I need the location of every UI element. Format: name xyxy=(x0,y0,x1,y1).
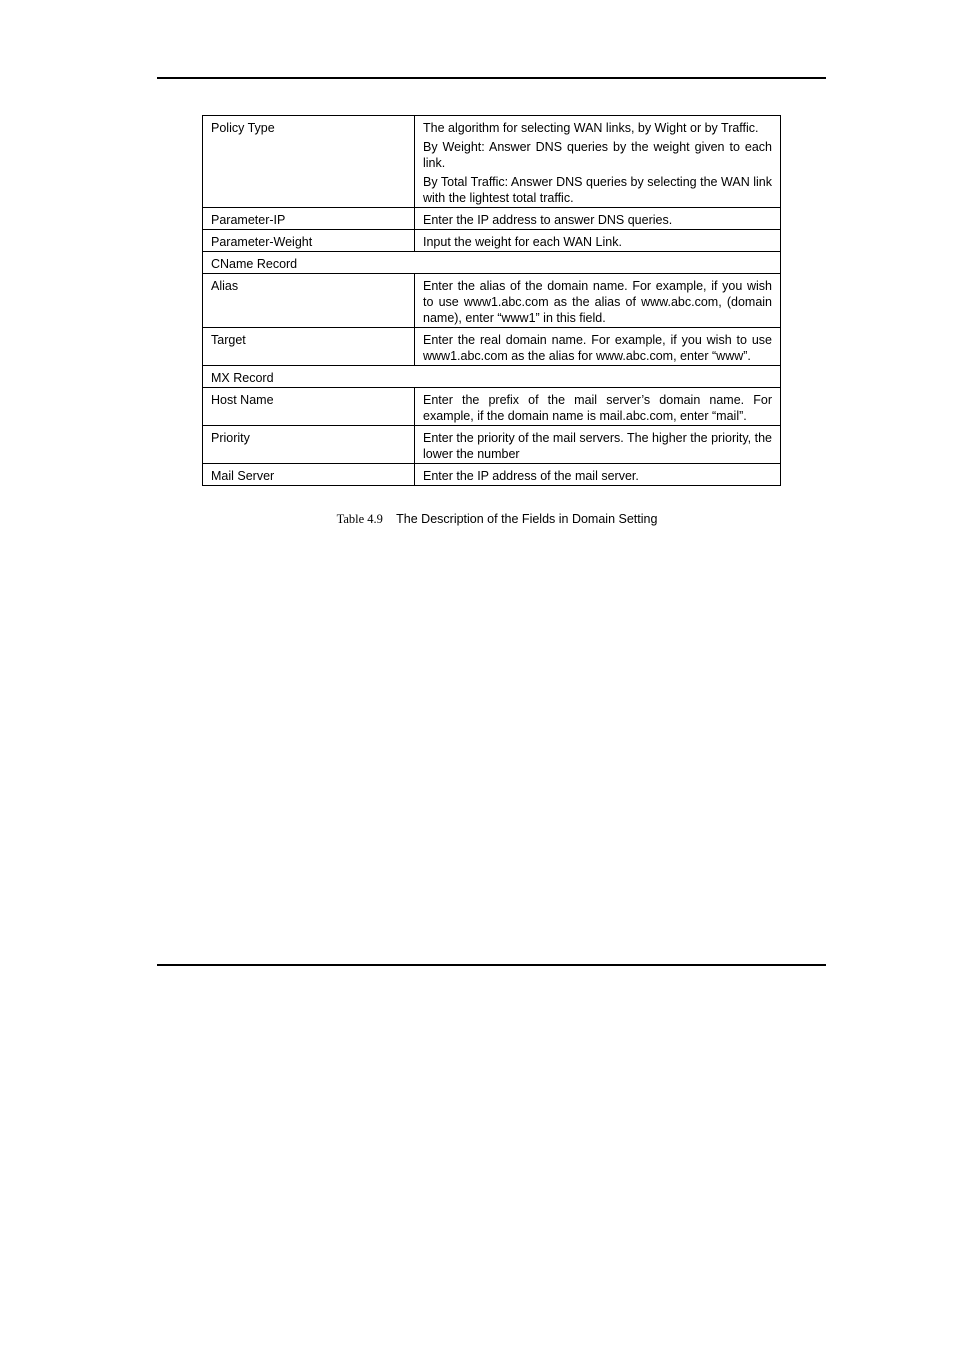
table-caption-text: The Description of the Fields in Domain Setting xyxy=(396,512,658,526)
field-description-cell xyxy=(415,328,781,366)
field-name-cell: Parameter-IP xyxy=(203,208,415,230)
field-name-cell: Alias xyxy=(203,274,415,328)
description-paragraph: The algorithm for selecting WAN links, by Wight or by Traffic. xyxy=(423,121,759,135)
footer-rule xyxy=(157,964,826,966)
section-row xyxy=(203,366,781,388)
field-description-cell xyxy=(415,464,781,486)
table-caption xyxy=(0,510,954,528)
field-name-cell: Mail Server xyxy=(203,464,415,486)
field-name-cell: Target xyxy=(203,328,415,366)
description-paragraph: Enter the IP address to answer DNS queries. xyxy=(423,213,673,227)
header-rule xyxy=(157,77,826,79)
description-paragraph: Enter the alias of the domain name. For example, if you wish to use www1.abc.com as the alias of www.abc.com, (domain name), enter “www1” in this field. xyxy=(423,279,772,325)
table-row xyxy=(203,208,781,230)
section-heading: CName Record xyxy=(203,252,781,274)
table-row xyxy=(203,116,781,208)
description-paragraph: Enter the IP address of the mail server. xyxy=(423,469,639,483)
table-row xyxy=(203,230,781,252)
description-paragraph: Enter the prefix of the mail server’s domain name. For example, if the domain name is mail.abc.com, enter “mail”. xyxy=(423,393,772,423)
table-row xyxy=(203,388,781,426)
field-description-cell xyxy=(415,208,781,230)
table-row xyxy=(203,274,781,328)
description-paragraph: Enter the priority of the mail servers. The higher the priority, the lower the number xyxy=(423,431,772,461)
table-row xyxy=(203,328,781,366)
field-name-cell: Priority xyxy=(203,426,415,464)
description-paragraph: Input the weight for each WAN Link. xyxy=(423,235,622,249)
section-heading: MX Record xyxy=(203,366,781,388)
table-row xyxy=(203,464,781,486)
description-paragraph: Enter the real domain name. For example, if you wish to use www1.abc.com as the alias for www.abc.com, enter “www”. xyxy=(423,333,772,363)
field-name-cell: Parameter-Weight xyxy=(203,230,415,252)
table-caption-number: Table 4.9 xyxy=(336,512,383,526)
field-name-cell: Policy Type xyxy=(203,116,415,208)
field-description-cell xyxy=(415,388,781,426)
field-description-cell xyxy=(415,274,781,328)
section-row xyxy=(203,252,781,274)
domain-setting-fields-table xyxy=(202,115,781,486)
field-description-cell xyxy=(415,426,781,464)
table-row xyxy=(203,426,781,464)
field-description-cell xyxy=(415,230,781,252)
description-paragraph: By Total Traffic: Answer DNS queries by selecting the WAN link with the lightest total traffic. xyxy=(423,175,772,205)
field-description-cell xyxy=(415,116,781,208)
description-paragraph: By Weight: Answer DNS queries by the weight given to each link. xyxy=(423,140,772,170)
field-name-cell: Host Name xyxy=(203,388,415,426)
table-body xyxy=(203,116,781,486)
